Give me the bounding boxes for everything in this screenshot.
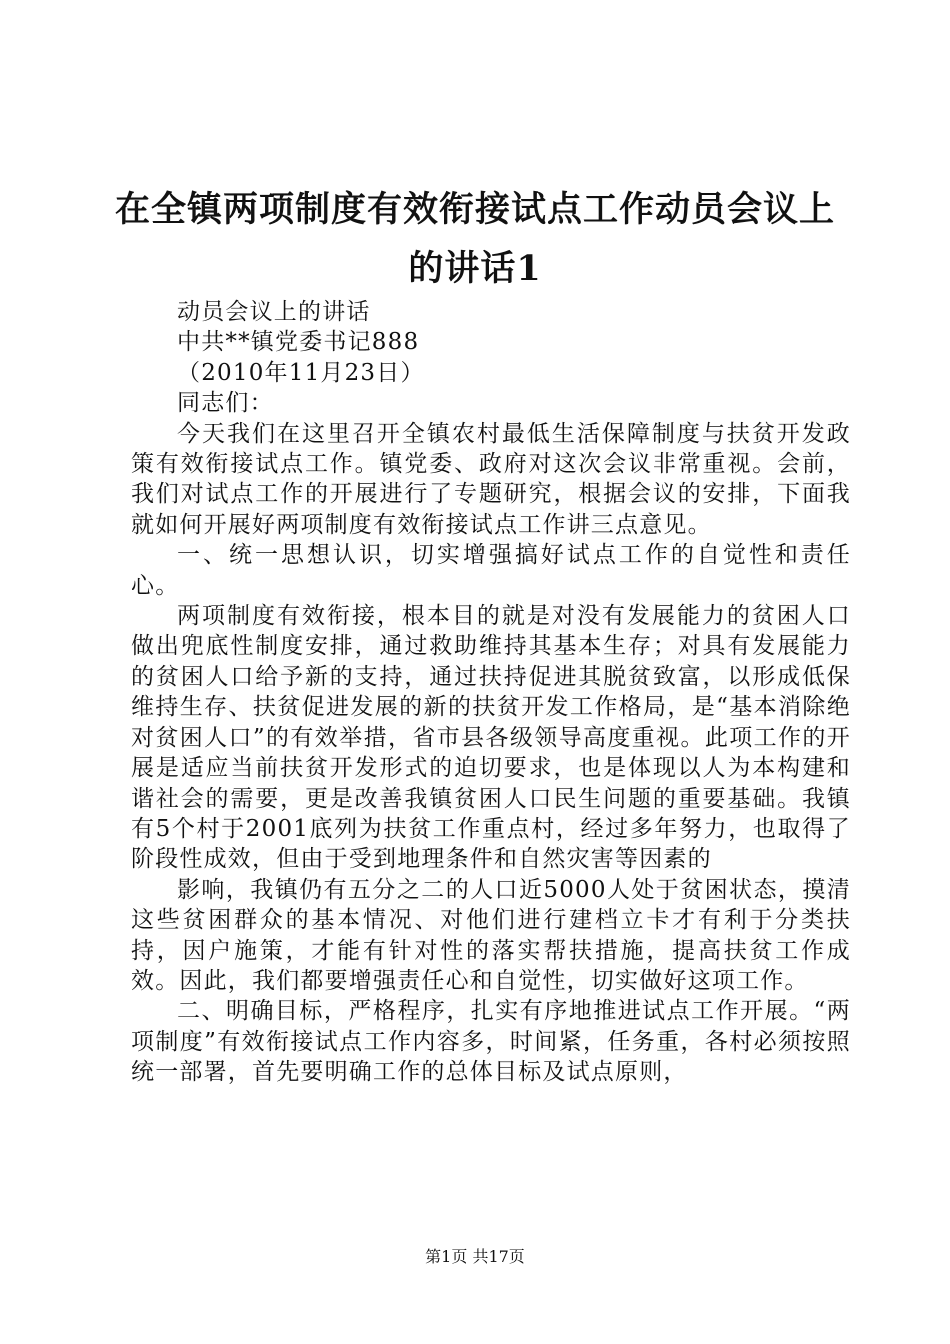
page-footer: 第1页 共17页 (425, 1247, 525, 1266)
section-heading: 一、统一思想认识，切实增强搞好试点工作的自觉性和责任心。 (131, 542, 851, 599)
paragraph: 两项制度有效衔接，根本目的就是对没有发展能力的贫困人口做出兜底性制度安排，通过救助维持其基本生存；对具有发展能力的贫困人口给予新的支持，通过扶持促进其脱贫致富，以形成低保维持生存、扶贫促进发展的新的扶贫开发工作格局，是“基本消除绝对贫困人口”的有效举措，省市县各级领导高度重视。此项工作的开展是适应当前扶贫开发形式的迫切要求，也是体现以人为本构建和谐社会的需要，更是改善我镇贫困人口民生问题的重要基础。我镇有5个村于2001底列为扶贫工作重点村，经过多年努力，也取得了阶段性成效，但由于受到地理条件和自然灾害等因素的 (131, 603, 851, 873)
document-body (131, 297, 851, 1088)
section-heading: 二、明确目标，严格程序，扎实有序地推进试点工作开展。“两项制度”有效衔接试点工作内容多，时间紧，任务重，各村必须按照统一部署，首先要明确工作的总体目标及试点原则， (131, 998, 851, 1086)
title-line-1: 在全镇两项制度有效衔接试点工作动员会议上 (114, 189, 835, 230)
paragraph: 今天我们在这里召开全镇农村最低生活保障制度与扶贫开发政策有效衔接试点工作。镇党委、政府对这次会议非常重视。会前，我们对试点工作的开展进行了专题研究，根据会议的安排，下面我就如何开展好两项制度有效衔接试点工作讲三点意见。 (131, 420, 851, 538)
header-line: 动员会议上的讲话 (177, 299, 371, 325)
paragraph: 影响，我镇仍有五分之二的人口近5000人处于贫困状态，摸清这些贫困群众的基本情况、对他们进行建档立卡才有利于分类扶持，因户施策，才能有针对性的落实帮扶措施，提高扶贫工作成效。因此，我们都要增强责任心和自觉性，切实做好这项工作。 (131, 876, 851, 994)
document-title (110, 180, 840, 298)
header-line: （2010年11月23日） (177, 359, 425, 386)
header-line: 中共**镇党委书记888 (177, 329, 420, 356)
salutation: 同志们： (177, 390, 274, 417)
title-line-2: 的讲话1 (408, 248, 542, 289)
